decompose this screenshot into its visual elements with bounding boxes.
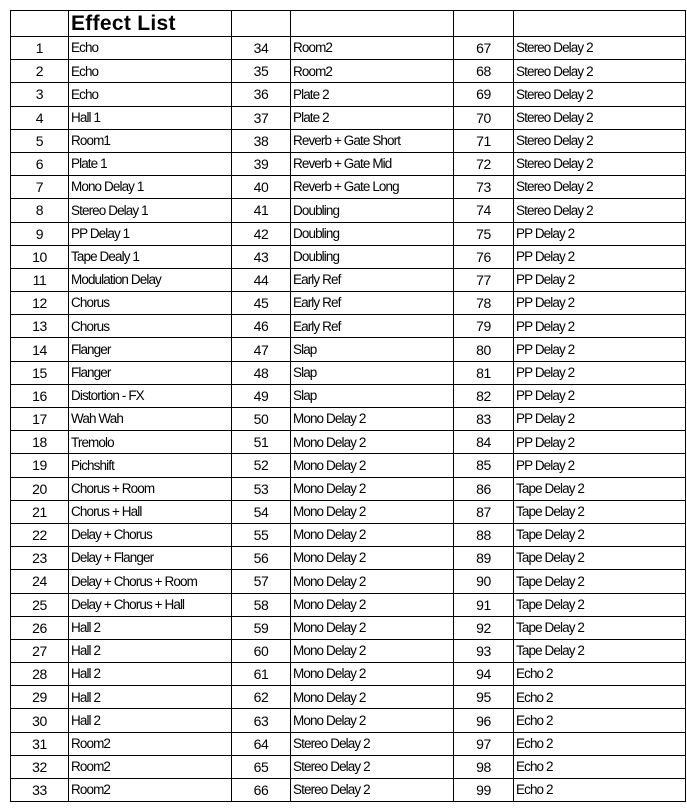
effect-name: Echo 2 xyxy=(514,779,686,802)
table-row xyxy=(11,245,686,268)
effect-number: 27 xyxy=(11,639,69,662)
table-row xyxy=(11,384,686,407)
table-row xyxy=(11,431,686,454)
table-row xyxy=(11,60,686,83)
effect-name: Echo 2 xyxy=(514,663,686,686)
effect-number: 49 xyxy=(232,384,291,407)
effect-name: Echo xyxy=(69,60,232,83)
effect-number: 66 xyxy=(232,779,291,802)
effect-number: 84 xyxy=(454,431,514,454)
effect-name: Stereo Delay 1 xyxy=(69,199,232,222)
effect-number: 22 xyxy=(11,523,69,546)
effect-number: 8 xyxy=(11,199,69,222)
effect-number: 86 xyxy=(454,477,514,500)
effect-number: 48 xyxy=(232,361,291,384)
table-row xyxy=(11,106,686,129)
effect-name: Room2 xyxy=(69,779,232,802)
effect-name: Early Ref xyxy=(291,292,454,315)
effect-number: 78 xyxy=(454,292,514,315)
effect-name: Tape Delay 2 xyxy=(514,477,686,500)
effect-number: 30 xyxy=(11,709,69,732)
effect-name: Distortion - FX xyxy=(69,384,232,407)
effect-name: Chorus xyxy=(69,292,232,315)
effect-name: Tape Delay 2 xyxy=(514,523,686,546)
effect-name: Room2 xyxy=(69,755,232,778)
effect-number: 38 xyxy=(232,129,291,152)
table-row xyxy=(11,222,686,245)
effect-name: Room2 xyxy=(291,60,454,83)
effect-name: Reverb + Gate Short xyxy=(291,129,454,152)
effect-name: Pichshift xyxy=(69,454,232,477)
effect-number: 97 xyxy=(454,732,514,755)
table-row xyxy=(11,83,686,106)
effect-name: Stereo Delay 2 xyxy=(514,199,686,222)
effect-name: Chorus xyxy=(69,315,232,338)
effect-number: 73 xyxy=(454,176,514,199)
effect-number: 98 xyxy=(454,755,514,778)
effect-name: Delay + Chorus + Hall xyxy=(69,593,232,616)
effect-number: 71 xyxy=(454,129,514,152)
effect-name: Stereo Delay 2 xyxy=(514,37,686,60)
effect-name: Plate 2 xyxy=(291,106,454,129)
table-row xyxy=(11,268,686,291)
effect-name: Early Ref xyxy=(291,268,454,291)
effect-number: 18 xyxy=(11,431,69,454)
effect-number: 42 xyxy=(232,222,291,245)
effect-number: 91 xyxy=(454,593,514,616)
effect-number: 5 xyxy=(11,129,69,152)
effect-name: Mono Delay 2 xyxy=(291,709,454,732)
effect-name: PP Delay 2 xyxy=(514,408,686,431)
effect-name: Mono Delay 2 xyxy=(291,477,454,500)
effect-name: Delay + Chorus xyxy=(69,523,232,546)
effect-name: Stereo Delay 2 xyxy=(514,152,686,175)
effect-number: 11 xyxy=(11,268,69,291)
header-empty-cell xyxy=(232,11,291,37)
effect-name: Chorus + Room xyxy=(69,477,232,500)
effect-name: Stereo Delay 2 xyxy=(514,176,686,199)
effect-name: Hall 1 xyxy=(69,106,232,129)
effect-number: 58 xyxy=(232,593,291,616)
effect-name: PP Delay 2 xyxy=(514,315,686,338)
effect-name: Mono Delay 2 xyxy=(291,663,454,686)
table-row xyxy=(11,500,686,523)
effect-number: 94 xyxy=(454,663,514,686)
effect-name: Mono Delay 2 xyxy=(291,431,454,454)
header-empty-cell xyxy=(291,11,454,37)
table-row xyxy=(11,129,686,152)
effect-number: 41 xyxy=(232,199,291,222)
effect-name: Slap xyxy=(291,338,454,361)
effect-number: 63 xyxy=(232,709,291,732)
table-row xyxy=(11,732,686,755)
effect-name: Echo 2 xyxy=(514,686,686,709)
effect-number: 15 xyxy=(11,361,69,384)
table-row xyxy=(11,454,686,477)
effect-name: Tape Delay 2 xyxy=(514,616,686,639)
effect-number: 67 xyxy=(454,37,514,60)
effect-name: Tape Delay 2 xyxy=(514,570,686,593)
effect-number: 14 xyxy=(11,338,69,361)
effect-number: 43 xyxy=(232,245,291,268)
effect-name: Wah Wah xyxy=(69,408,232,431)
effect-number: 33 xyxy=(11,779,69,802)
effect-list-table xyxy=(10,10,686,802)
effect-number: 20 xyxy=(11,477,69,500)
effect-name: Hall 2 xyxy=(69,639,232,662)
effect-number: 9 xyxy=(11,222,69,245)
effect-name: PP Delay 2 xyxy=(514,454,686,477)
effect-number: 72 xyxy=(454,152,514,175)
effect-name: PP Delay 2 xyxy=(514,361,686,384)
effect-number: 6 xyxy=(11,152,69,175)
effect-number: 54 xyxy=(232,500,291,523)
effect-name: Delay + Chorus + Room xyxy=(69,570,232,593)
table-row xyxy=(11,176,686,199)
effect-number: 36 xyxy=(232,83,291,106)
effect-name: Mono Delay 2 xyxy=(291,639,454,662)
effect-name: Echo 2 xyxy=(514,732,686,755)
table-row xyxy=(11,199,686,222)
effect-number: 80 xyxy=(454,338,514,361)
effect-name: Mono Delay 2 xyxy=(291,593,454,616)
effect-name: Delay + Flanger xyxy=(69,547,232,570)
effect-name: Echo 2 xyxy=(514,709,686,732)
effect-number: 85 xyxy=(454,454,514,477)
effect-name: Mono Delay 2 xyxy=(291,686,454,709)
effect-number: 62 xyxy=(232,686,291,709)
effect-number: 10 xyxy=(11,245,69,268)
effect-name: Room2 xyxy=(291,37,454,60)
header-empty-cell xyxy=(454,11,514,37)
effect-name: Plate 2 xyxy=(291,83,454,106)
effect-name: Hall 2 xyxy=(69,616,232,639)
effect-name: Chorus + Hall xyxy=(69,500,232,523)
effect-number: 45 xyxy=(232,292,291,315)
effect-name: Hall 2 xyxy=(69,686,232,709)
header-empty-cell xyxy=(11,11,69,37)
effect-number: 28 xyxy=(11,663,69,686)
table-row xyxy=(11,315,686,338)
effect-number: 16 xyxy=(11,384,69,407)
effect-number: 25 xyxy=(11,593,69,616)
effect-name: Tremolo xyxy=(69,431,232,454)
effect-number: 89 xyxy=(454,547,514,570)
table-row xyxy=(11,663,686,686)
effect-number: 88 xyxy=(454,523,514,546)
effect-name: Reverb + Gate Mid xyxy=(291,152,454,175)
effect-number: 83 xyxy=(454,408,514,431)
effect-number: 74 xyxy=(454,199,514,222)
effect-name: Modulation Delay xyxy=(69,268,232,291)
effect-list-body xyxy=(11,11,686,802)
effect-number: 99 xyxy=(454,779,514,802)
effect-name: Stereo Delay 2 xyxy=(514,106,686,129)
effect-name: Reverb + Gate Long xyxy=(291,176,454,199)
effect-name: Hall 2 xyxy=(69,709,232,732)
effect-name: Plate 1 xyxy=(69,152,232,175)
table-row xyxy=(11,570,686,593)
effect-number: 24 xyxy=(11,570,69,593)
effect-number: 82 xyxy=(454,384,514,407)
effect-number: 95 xyxy=(454,686,514,709)
effect-number: 46 xyxy=(232,315,291,338)
effect-number: 2 xyxy=(11,60,69,83)
header-empty-cell xyxy=(514,11,686,37)
table-row xyxy=(11,37,686,60)
effect-number: 93 xyxy=(454,639,514,662)
effect-name: Doubling xyxy=(291,245,454,268)
effect-number: 1 xyxy=(11,37,69,60)
effect-name: Stereo Delay 2 xyxy=(514,60,686,83)
effect-name: Slap xyxy=(291,361,454,384)
effect-name: PP Delay 2 xyxy=(514,222,686,245)
header-row xyxy=(11,11,686,37)
effect-number: 26 xyxy=(11,616,69,639)
effect-name: Flanger xyxy=(69,361,232,384)
effect-name: PP Delay 2 xyxy=(514,384,686,407)
table-row xyxy=(11,639,686,662)
effect-name: Room1 xyxy=(69,129,232,152)
effect-number: 7 xyxy=(11,176,69,199)
table-row xyxy=(11,755,686,778)
effect-name: Mono Delay 2 xyxy=(291,547,454,570)
effect-name: Mono Delay 2 xyxy=(291,454,454,477)
effect-number: 57 xyxy=(232,570,291,593)
effect-number: 32 xyxy=(11,755,69,778)
effect-number: 31 xyxy=(11,732,69,755)
effect-number: 29 xyxy=(11,686,69,709)
table-row xyxy=(11,616,686,639)
effect-number: 90 xyxy=(454,570,514,593)
table-row xyxy=(11,547,686,570)
effect-number: 50 xyxy=(232,408,291,431)
effect-number: 61 xyxy=(232,663,291,686)
table-row xyxy=(11,779,686,802)
effect-name: Echo xyxy=(69,83,232,106)
effect-name: Doubling xyxy=(291,222,454,245)
table-row xyxy=(11,338,686,361)
effect-name: Tape Delay 2 xyxy=(514,593,686,616)
effect-name: Tape Delay 2 xyxy=(514,639,686,662)
effect-number: 70 xyxy=(454,106,514,129)
effect-number: 19 xyxy=(11,454,69,477)
effect-name: Mono Delay 2 xyxy=(291,408,454,431)
effect-number: 44 xyxy=(232,268,291,291)
table-row xyxy=(11,152,686,175)
effect-number: 35 xyxy=(232,60,291,83)
effect-number: 17 xyxy=(11,408,69,431)
table-row xyxy=(11,593,686,616)
effect-number: 69 xyxy=(454,83,514,106)
effect-number: 92 xyxy=(454,616,514,639)
effect-name: Mono Delay 2 xyxy=(291,500,454,523)
effect-name: Stereo Delay 2 xyxy=(514,129,686,152)
effect-number: 3 xyxy=(11,83,69,106)
effect-number: 81 xyxy=(454,361,514,384)
effect-name: Stereo Delay 2 xyxy=(291,732,454,755)
effect-number: 68 xyxy=(454,60,514,83)
effect-number: 79 xyxy=(454,315,514,338)
effect-number: 87 xyxy=(454,500,514,523)
effect-number: 23 xyxy=(11,547,69,570)
effect-number: 75 xyxy=(454,222,514,245)
table-row xyxy=(11,477,686,500)
effect-number: 60 xyxy=(232,639,291,662)
effect-name: Mono Delay 2 xyxy=(291,570,454,593)
effect-number: 56 xyxy=(232,547,291,570)
effect-name: Tape Delay 2 xyxy=(514,547,686,570)
effect-number: 51 xyxy=(232,431,291,454)
effect-number: 96 xyxy=(454,709,514,732)
effect-name: PP Delay 2 xyxy=(514,268,686,291)
effect-name: Mono Delay 1 xyxy=(69,176,232,199)
effect-number: 40 xyxy=(232,176,291,199)
table-row xyxy=(11,408,686,431)
effect-name: Mono Delay 2 xyxy=(291,616,454,639)
effect-name: Doubling xyxy=(291,199,454,222)
effect-name: Tape Delay 2 xyxy=(514,500,686,523)
effect-number: 65 xyxy=(232,755,291,778)
table-row xyxy=(11,523,686,546)
effect-name: PP Delay 2 xyxy=(514,292,686,315)
effect-name: PP Delay 2 xyxy=(514,431,686,454)
effect-name: Stereo Delay 2 xyxy=(514,83,686,106)
effect-number: 64 xyxy=(232,732,291,755)
effect-number: 77 xyxy=(454,268,514,291)
page-title: Effect List xyxy=(69,11,232,37)
effect-number: 21 xyxy=(11,500,69,523)
effect-number: 4 xyxy=(11,106,69,129)
effect-number: 34 xyxy=(232,37,291,60)
effect-number: 13 xyxy=(11,315,69,338)
effect-number: 55 xyxy=(232,523,291,546)
effect-name: PP Delay 2 xyxy=(514,245,686,268)
effect-number: 76 xyxy=(454,245,514,268)
effect-name: Stereo Delay 2 xyxy=(291,755,454,778)
table-row xyxy=(11,709,686,732)
effect-name: PP Delay 2 xyxy=(514,338,686,361)
effect-name: Tape Dealy 1 xyxy=(69,245,232,268)
effect-number: 37 xyxy=(232,106,291,129)
effect-name: Mono Delay 2 xyxy=(291,523,454,546)
effect-name: Echo xyxy=(69,37,232,60)
table-row xyxy=(11,686,686,709)
effect-name: Slap xyxy=(291,384,454,407)
effect-number: 47 xyxy=(232,338,291,361)
table-row xyxy=(11,292,686,315)
effect-name: Echo 2 xyxy=(514,755,686,778)
table-row xyxy=(11,361,686,384)
effect-number: 53 xyxy=(232,477,291,500)
effect-name: PP Delay 1 xyxy=(69,222,232,245)
effect-name: Room2 xyxy=(69,732,232,755)
effect-name: Early Ref xyxy=(291,315,454,338)
effect-number: 39 xyxy=(232,152,291,175)
effect-number: 59 xyxy=(232,616,291,639)
effect-name: Stereo Delay 2 xyxy=(291,779,454,802)
effect-number: 12 xyxy=(11,292,69,315)
effect-name: Hall 2 xyxy=(69,663,232,686)
effect-name: Flanger xyxy=(69,338,232,361)
effect-number: 52 xyxy=(232,454,291,477)
